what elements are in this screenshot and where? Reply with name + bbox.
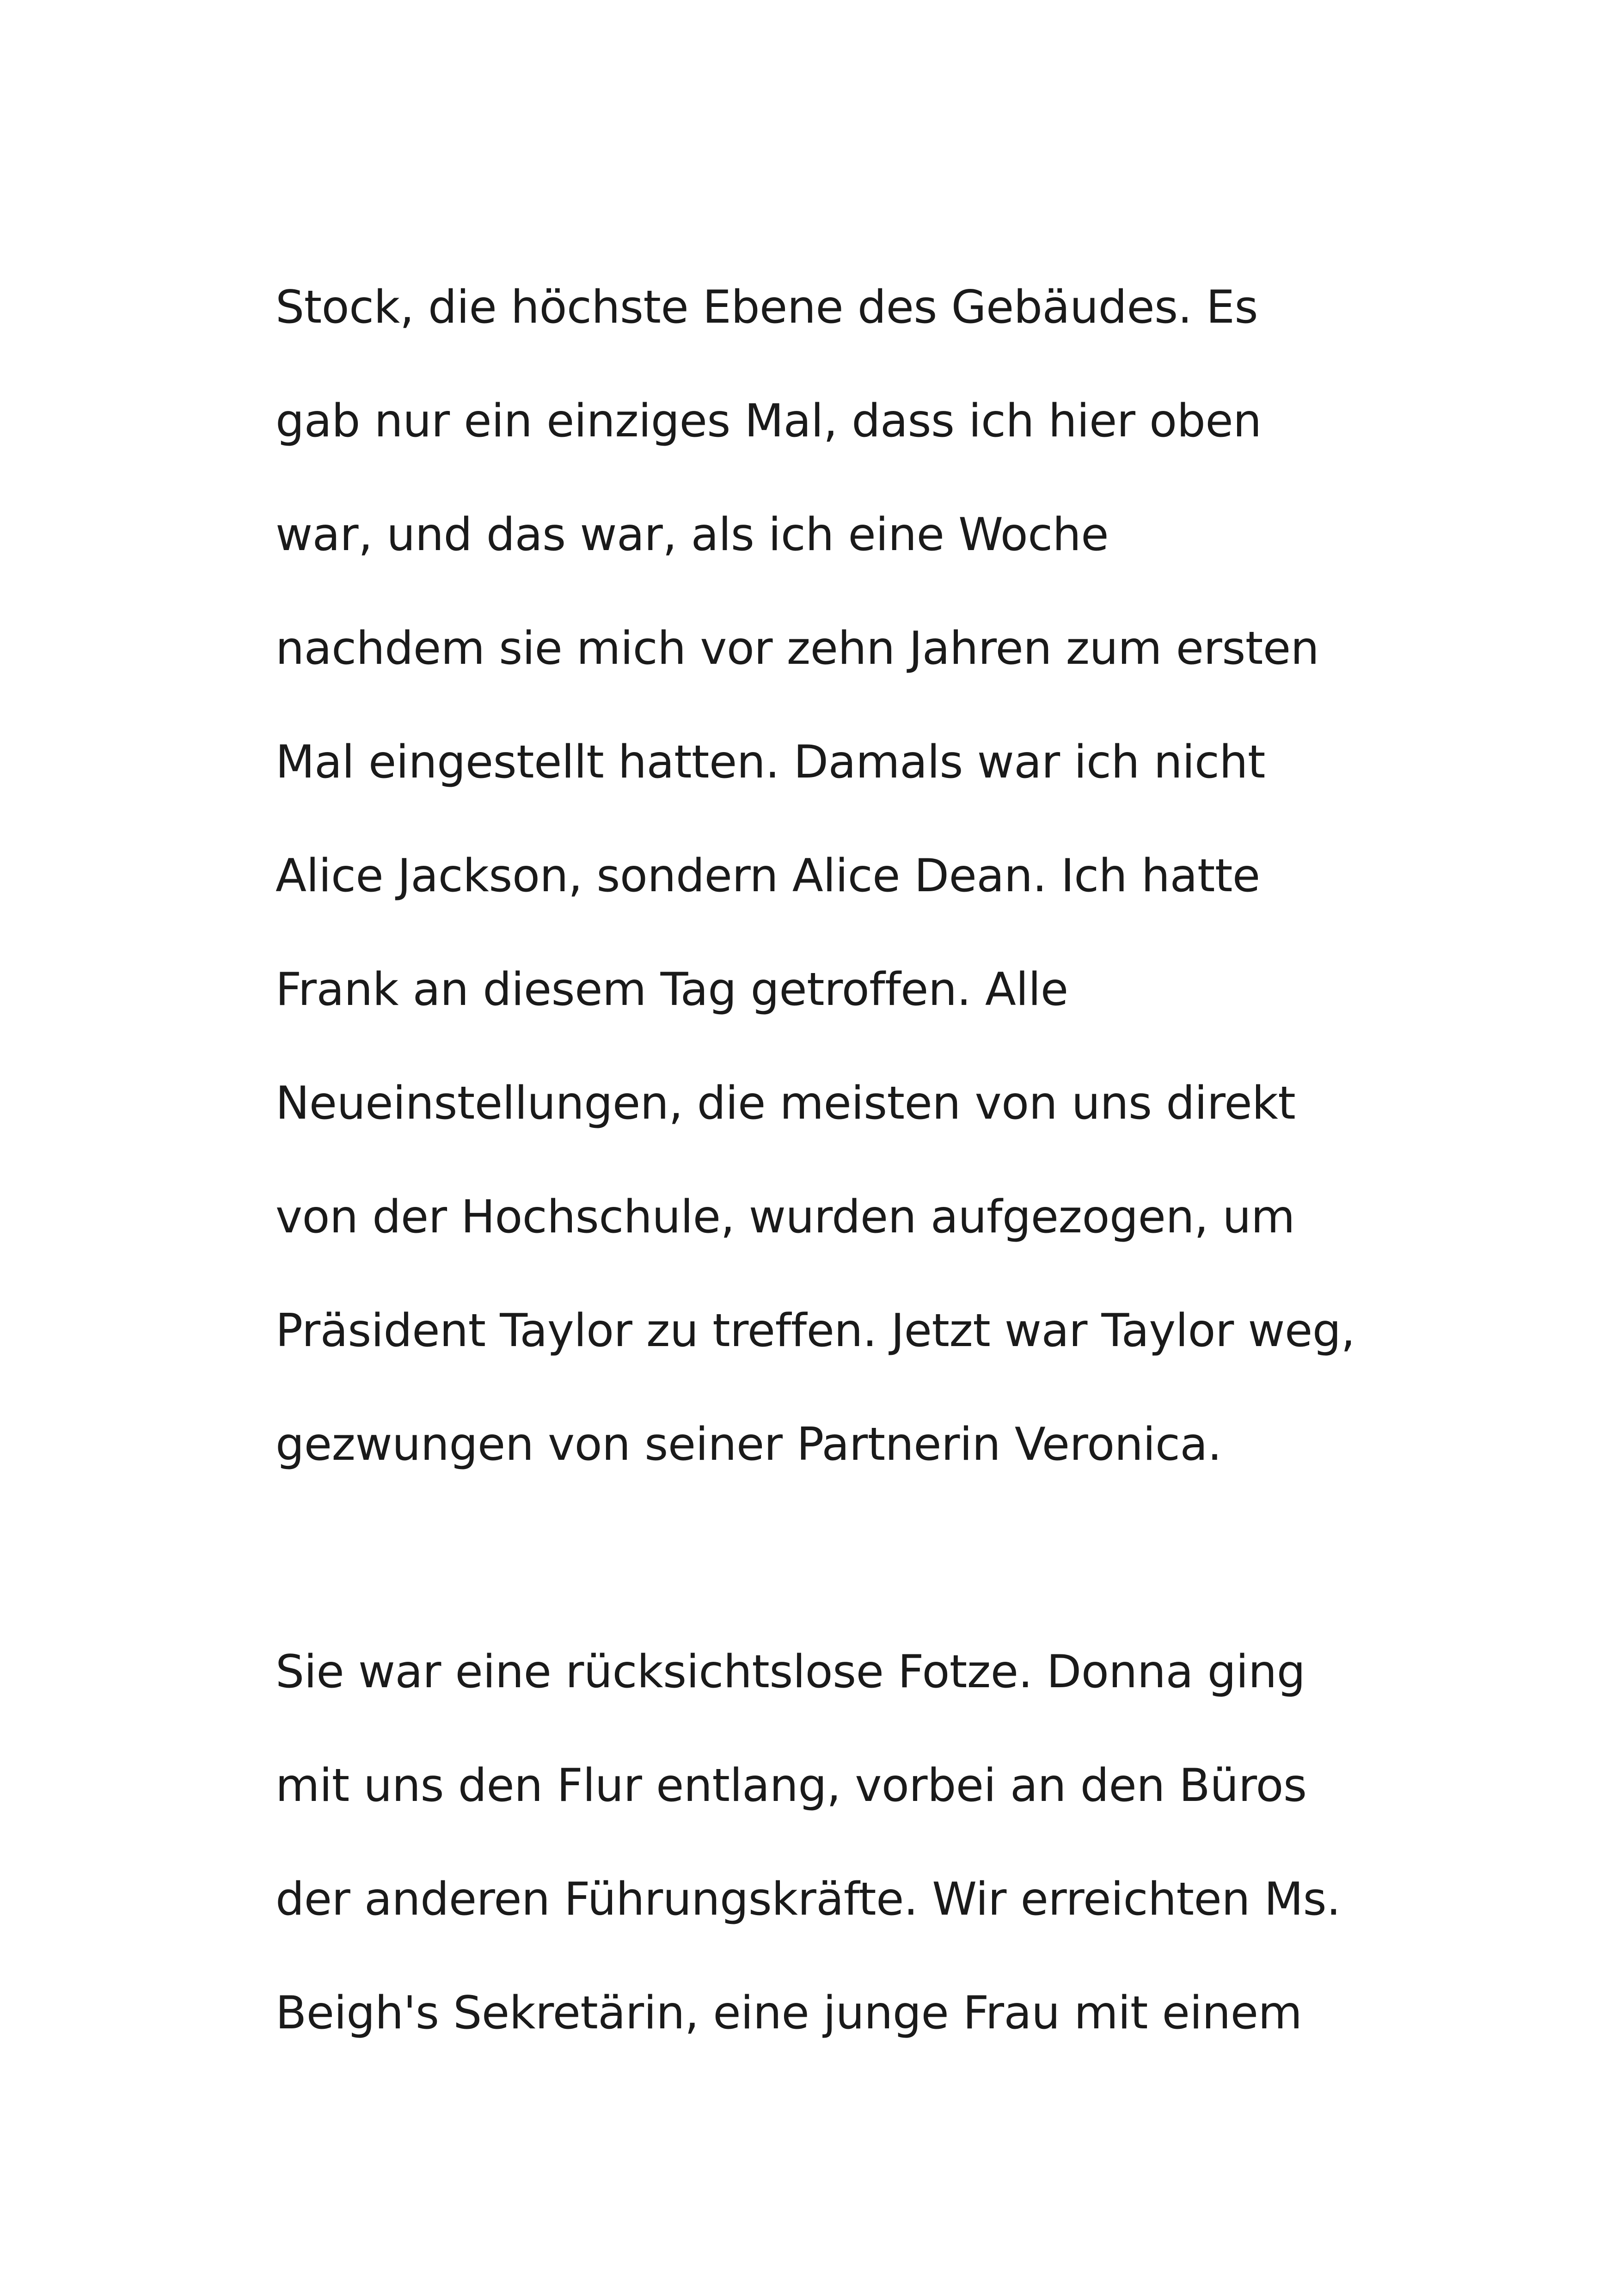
text-line: Präsident Taylor zu treffen. Jetzt war Taylor weg, (276, 1304, 1355, 1357)
text-line: Beigh's Sekretärin, eine junge Frau mit einem (276, 1987, 1302, 2039)
text-line: der anderen Führungskräfte. Wir erreichten Ms. (276, 1873, 1341, 1926)
paragraph-1 (276, 275, 1355, 1526)
text-line: Sie war eine rücksichtslose Fotze. Donna ging (276, 1646, 1305, 1698)
text-line: war, und das war, als ich eine Woche (276, 508, 1109, 561)
paragraph-2 (276, 1640, 1341, 2094)
text-line: Neueinstellungen, die meisten von uns direkt (276, 1077, 1296, 1130)
text-line: nachdem sie mich vor zehn Jahren zum ersten (276, 622, 1319, 675)
text-line: mit uns den Flur entlang, vorbei an den Büros (276, 1759, 1307, 1812)
text-line: Mal eingestellt hatten. Damals war ich nicht (276, 736, 1265, 789)
text-line: Alice Jackson, sondern Alice Dean. Ich hatte (276, 850, 1260, 902)
text-line: Stock, die höchste Ebene des Gebäudes. Es (276, 281, 1258, 334)
text-line: gab nur ein einziges Mal, dass ich hier oben (276, 395, 1262, 447)
text-line: von der Hochschule, wurden aufgezogen, um (276, 1191, 1295, 1243)
text-line: gezwungen von seiner Partnerin Veronica. (276, 1418, 1222, 1471)
text-line: Frank an diesem Tag getroffen. Alle (276, 963, 1068, 1016)
